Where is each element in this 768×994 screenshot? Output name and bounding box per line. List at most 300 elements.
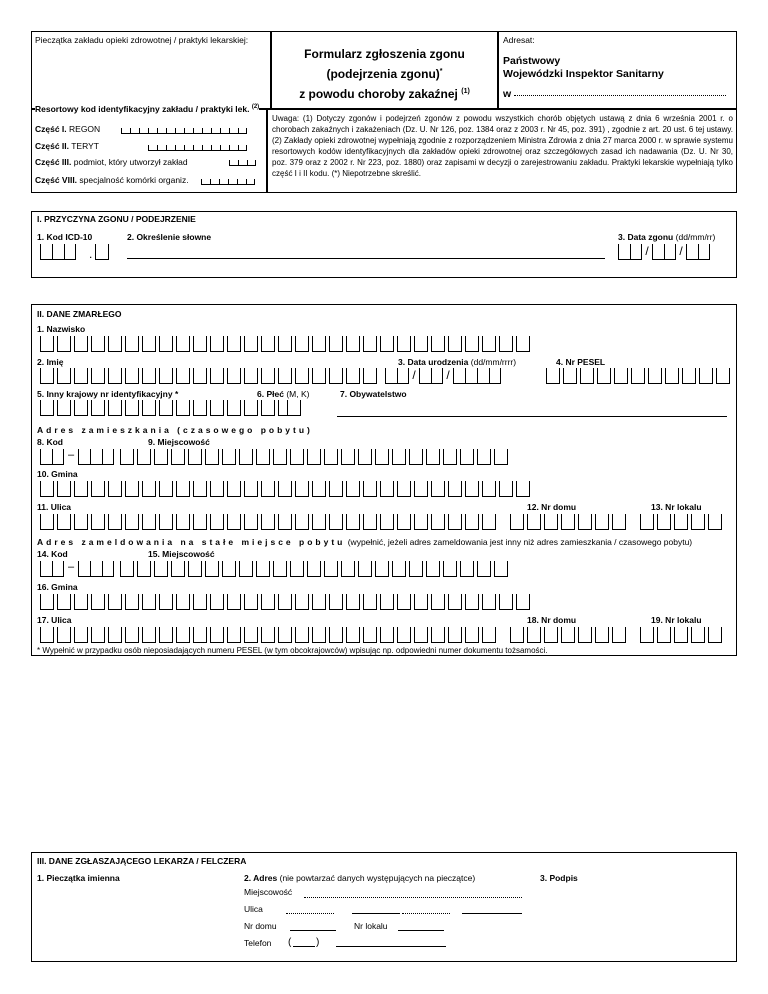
char-cell[interactable] (312, 514, 326, 530)
char-cell[interactable] (244, 481, 258, 497)
sex-label: 6. Płeć (M, K) (257, 389, 310, 399)
char-cell[interactable] (546, 368, 560, 384)
char-cell[interactable] (227, 336, 241, 352)
char-cell[interactable] (159, 627, 173, 643)
char-cell[interactable] (40, 336, 54, 352)
char-cell[interactable] (244, 594, 258, 610)
char-cell[interactable] (137, 449, 151, 465)
char-cell[interactable] (324, 561, 338, 577)
doctor-flat-line[interactable] (398, 930, 444, 931)
char-cell[interactable] (691, 514, 705, 530)
char-cell[interactable] (716, 368, 730, 384)
char-cell[interactable] (674, 627, 688, 643)
char-cell[interactable] (193, 400, 207, 416)
char-cell[interactable] (210, 400, 224, 416)
char-cell[interactable] (312, 336, 326, 352)
char-cell[interactable] (380, 514, 394, 530)
postcode14-cells[interactable]: – (40, 561, 114, 577)
doctor-house-label: Nr domu (244, 921, 277, 931)
char-cell[interactable] (648, 368, 662, 384)
specialty-field[interactable] (201, 179, 255, 185)
char-cell[interactable] (125, 400, 139, 416)
char-cell[interactable] (125, 368, 139, 384)
char-cell[interactable] (307, 561, 321, 577)
flat19-label: 19. Nr lokalu (651, 615, 702, 625)
char-cell[interactable] (239, 449, 253, 465)
char-cell[interactable] (341, 449, 355, 465)
char-cell[interactable] (510, 627, 524, 643)
char-cell[interactable] (176, 627, 190, 643)
char-cell[interactable] (159, 481, 173, 497)
char-cell[interactable] (312, 594, 326, 610)
birth-date-cells[interactable]: / / (385, 368, 501, 384)
char-cell[interactable] (448, 336, 462, 352)
char-cell[interactable] (597, 368, 611, 384)
char-cell[interactable] (57, 514, 71, 530)
doctor-street-line-b[interactable] (352, 913, 400, 914)
char-cell[interactable] (295, 336, 309, 352)
char-cell[interactable] (516, 336, 530, 352)
char-cell[interactable] (414, 481, 428, 497)
char-cell[interactable] (210, 336, 224, 352)
char-cell[interactable] (397, 514, 411, 530)
char-cell[interactable] (443, 449, 457, 465)
regon-field[interactable] (121, 128, 247, 134)
sex-cell[interactable] (287, 400, 301, 416)
doctor-street-line-c[interactable] (402, 913, 450, 914)
char-cell[interactable] (244, 400, 258, 416)
char-cell[interactable] (256, 561, 270, 577)
char-cell[interactable] (273, 561, 287, 577)
char-cell[interactable] (397, 627, 411, 643)
char-cell[interactable] (159, 368, 173, 384)
char-cell[interactable] (278, 594, 292, 610)
char-cell[interactable] (392, 561, 406, 577)
char-cell[interactable] (397, 481, 411, 497)
founder-field[interactable] (229, 160, 256, 166)
char-cell[interactable] (329, 368, 343, 384)
char-cell[interactable] (40, 594, 54, 610)
char-cell[interactable] (261, 368, 275, 384)
char-cell[interactable] (346, 627, 360, 643)
char-cell[interactable] (176, 594, 190, 610)
char-cell[interactable] (91, 336, 105, 352)
char-cell[interactable] (465, 336, 479, 352)
char-cell[interactable] (312, 368, 326, 384)
char-cell[interactable] (477, 449, 491, 465)
phone-area-line[interactable] (293, 946, 315, 947)
char-cell[interactable] (510, 514, 524, 530)
char-cell[interactable] (346, 514, 360, 530)
char-cell[interactable] (448, 514, 462, 530)
char-cell[interactable] (108, 400, 122, 416)
char-cell[interactable] (482, 627, 496, 643)
char-cell[interactable] (91, 368, 105, 384)
char-cell[interactable] (125, 481, 139, 497)
char-cell[interactable] (691, 627, 705, 643)
char-cell[interactable] (363, 481, 377, 497)
char-cell[interactable] (205, 449, 219, 465)
char-cell[interactable] (176, 336, 190, 352)
char-cell[interactable] (375, 561, 389, 577)
char-cell[interactable] (499, 594, 513, 610)
char-cell[interactable] (40, 514, 54, 530)
char-cell[interactable] (329, 594, 343, 610)
char-cell[interactable] (431, 481, 445, 497)
char-cell[interactable] (312, 481, 326, 497)
char-cell[interactable] (665, 368, 679, 384)
char-cell[interactable] (171, 561, 185, 577)
char-cell[interactable] (244, 368, 258, 384)
char-cell[interactable] (363, 514, 377, 530)
char-cell[interactable] (261, 627, 275, 643)
phone-number-line[interactable] (336, 946, 446, 947)
char-cell[interactable] (40, 481, 54, 497)
char-cell[interactable] (227, 594, 241, 610)
char-cell[interactable] (708, 627, 722, 643)
char-cell[interactable] (91, 594, 105, 610)
char-cell[interactable] (397, 336, 411, 352)
char-cell[interactable] (431, 336, 445, 352)
char-cell[interactable] (159, 594, 173, 610)
char-cell[interactable] (341, 561, 355, 577)
char-cell[interactable] (290, 449, 304, 465)
teryt-field[interactable] (148, 145, 247, 151)
char-cell[interactable] (142, 368, 156, 384)
char-cell[interactable] (227, 368, 241, 384)
char-cell[interactable] (657, 627, 671, 643)
icd-cells[interactable] (40, 244, 76, 260)
char-cell[interactable] (210, 627, 224, 643)
char-cell[interactable] (443, 561, 457, 577)
char-cell[interactable] (612, 514, 626, 530)
char-cell[interactable] (380, 627, 394, 643)
char-cell[interactable] (108, 514, 122, 530)
char-cell[interactable] (640, 514, 654, 530)
char-cell[interactable] (108, 594, 122, 610)
char-cell[interactable] (91, 627, 105, 643)
char-cell[interactable] (222, 561, 236, 577)
char-cell[interactable] (431, 627, 445, 643)
char-cell[interactable] (363, 336, 377, 352)
char-cell[interactable] (431, 594, 445, 610)
char-cell[interactable] (108, 368, 122, 384)
house12-cells[interactable] (510, 514, 626, 530)
doctor-street-line-d[interactable] (462, 913, 522, 914)
char-cell[interactable] (516, 594, 530, 610)
doctor-street-line-a[interactable] (286, 913, 334, 914)
name-cells[interactable] (40, 368, 377, 384)
char-cell[interactable] (74, 336, 88, 352)
char-cell[interactable] (273, 449, 287, 465)
char-cell[interactable] (193, 336, 207, 352)
char-cell[interactable] (363, 368, 377, 384)
char-cell[interactable] (346, 481, 360, 497)
char-cell[interactable] (261, 514, 275, 530)
char-cell[interactable] (329, 514, 343, 530)
city9-cells[interactable] (120, 449, 508, 465)
char-cell[interactable] (699, 368, 713, 384)
char-cell[interactable] (137, 561, 151, 577)
char-cell[interactable] (125, 336, 139, 352)
char-cell[interactable] (516, 481, 530, 497)
char-cell[interactable] (142, 400, 156, 416)
char-cell[interactable] (482, 336, 496, 352)
death-date-cells[interactable]: / / (618, 244, 710, 260)
char-cell[interactable] (380, 336, 394, 352)
char-cell[interactable] (57, 481, 71, 497)
char-cell[interactable] (261, 594, 275, 610)
char-cell[interactable] (176, 481, 190, 497)
char-cell[interactable] (210, 594, 224, 610)
char-cell[interactable] (563, 368, 577, 384)
citizenship-line[interactable] (337, 416, 727, 417)
street11-cells[interactable] (40, 514, 496, 530)
char-cell[interactable] (448, 627, 462, 643)
char-cell[interactable] (239, 561, 253, 577)
char-cell[interactable] (414, 514, 428, 530)
char-cell[interactable] (375, 449, 389, 465)
char-cell[interactable] (210, 368, 224, 384)
char-cell[interactable] (494, 449, 508, 465)
char-cell[interactable] (358, 561, 372, 577)
char-cell[interactable] (631, 368, 645, 384)
char-cell[interactable] (397, 594, 411, 610)
gmina16-cells[interactable] (40, 594, 530, 610)
char-cell[interactable] (74, 481, 88, 497)
char-cell[interactable] (346, 336, 360, 352)
street17-cells[interactable] (40, 627, 496, 643)
char-cell[interactable] (324, 449, 338, 465)
char-cell[interactable] (74, 368, 88, 384)
char-cell[interactable] (414, 336, 428, 352)
char-cell[interactable] (448, 594, 462, 610)
char-cell[interactable] (329, 336, 343, 352)
char-cell[interactable] (278, 481, 292, 497)
char-cell[interactable] (91, 400, 105, 416)
icd-cell-extra[interactable] (95, 244, 109, 260)
char-cell[interactable] (578, 627, 592, 643)
char-cell[interactable] (261, 400, 275, 416)
char-cell[interactable] (74, 627, 88, 643)
char-cell[interactable] (120, 449, 134, 465)
char-cell[interactable] (657, 514, 671, 530)
char-cell[interactable] (57, 400, 71, 416)
char-cell[interactable] (142, 514, 156, 530)
date-death-label: 3. Data zgonu (dd/mm/rr) (618, 232, 716, 242)
char-cell[interactable] (465, 594, 479, 610)
char-cell[interactable] (227, 627, 241, 643)
char-cell[interactable] (244, 514, 258, 530)
char-cell[interactable] (261, 336, 275, 352)
char-cell[interactable] (414, 594, 428, 610)
char-cell[interactable] (290, 561, 304, 577)
char-cell[interactable] (295, 481, 309, 497)
char-cell[interactable] (329, 481, 343, 497)
char-cell[interactable] (222, 449, 236, 465)
char-cell[interactable] (295, 368, 309, 384)
char-cell[interactable] (188, 449, 202, 465)
char-cell[interactable] (57, 594, 71, 610)
surname-cells[interactable] (40, 336, 530, 352)
house18-cells[interactable] (510, 627, 626, 643)
char-cell[interactable] (125, 627, 139, 643)
char-cell[interactable] (499, 481, 513, 497)
char-cell[interactable] (295, 594, 309, 610)
char-cell[interactable] (74, 594, 88, 610)
char-cell[interactable] (193, 481, 207, 497)
char-cell[interactable] (409, 449, 423, 465)
char-cell[interactable] (244, 336, 258, 352)
doctor-city-line[interactable] (304, 897, 522, 898)
char-cell[interactable] (57, 627, 71, 643)
char-cell[interactable] (193, 514, 207, 530)
char-cell[interactable] (544, 627, 558, 643)
char-cell[interactable] (244, 627, 258, 643)
gmina10-cells[interactable] (40, 481, 530, 497)
pesel-cells[interactable] (546, 368, 730, 384)
char-cell[interactable] (108, 336, 122, 352)
char-cell[interactable] (256, 449, 270, 465)
char-cell[interactable] (278, 514, 292, 530)
char-cell[interactable] (460, 561, 474, 577)
char-cell[interactable] (193, 627, 207, 643)
char-cell[interactable] (188, 561, 202, 577)
char-cell[interactable] (210, 514, 224, 530)
char-cell[interactable] (154, 449, 168, 465)
char-cell[interactable] (346, 368, 360, 384)
char-cell[interactable] (278, 336, 292, 352)
char-cell[interactable] (363, 627, 377, 643)
char-cell[interactable] (499, 336, 513, 352)
addressee-w: w (503, 88, 512, 100)
char-cell[interactable] (544, 514, 558, 530)
char-cell[interactable] (120, 561, 134, 577)
char-cell[interactable] (465, 514, 479, 530)
flat19-cells[interactable] (640, 627, 722, 643)
char-cell[interactable] (614, 368, 628, 384)
char-cell[interactable] (159, 514, 173, 530)
char-cell[interactable] (477, 561, 491, 577)
char-cell[interactable] (176, 400, 190, 416)
char-cell[interactable] (674, 514, 688, 530)
char-cell[interactable] (210, 481, 224, 497)
char-cell[interactable] (74, 400, 88, 416)
char-cell[interactable] (176, 368, 190, 384)
char-cell[interactable] (261, 481, 275, 497)
char-cell[interactable] (205, 561, 219, 577)
char-cell[interactable] (227, 400, 241, 416)
char-cell[interactable] (414, 627, 428, 643)
char-cell[interactable] (409, 561, 423, 577)
desc-line[interactable] (127, 258, 605, 259)
char-cell[interactable] (426, 449, 440, 465)
char-cell[interactable] (482, 514, 496, 530)
char-cell[interactable] (380, 481, 394, 497)
char-cell[interactable] (171, 449, 185, 465)
char-cell[interactable] (312, 627, 326, 643)
char-cell[interactable] (142, 336, 156, 352)
char-cell[interactable] (40, 400, 54, 416)
char-cell[interactable] (578, 514, 592, 530)
char-cell[interactable] (561, 627, 575, 643)
addressee-line[interactable] (514, 95, 726, 96)
doctor-house-line[interactable] (290, 930, 336, 931)
char-cell[interactable] (708, 514, 722, 530)
char-cell[interactable] (176, 514, 190, 530)
char-cell[interactable] (159, 400, 173, 416)
char-cell[interactable] (465, 627, 479, 643)
char-cell[interactable] (595, 514, 609, 530)
char-cell[interactable] (193, 368, 207, 384)
char-cell[interactable] (460, 449, 474, 465)
char-cell[interactable] (40, 627, 54, 643)
char-cell[interactable] (329, 627, 343, 643)
char-cell[interactable] (227, 481, 241, 497)
char-cell[interactable] (125, 594, 139, 610)
char-cell[interactable] (426, 561, 440, 577)
char-cell[interactable] (380, 594, 394, 610)
char-cell[interactable] (57, 336, 71, 352)
other-id-cells[interactable] (40, 400, 292, 416)
flat13-cells[interactable] (640, 514, 722, 530)
char-cell[interactable] (448, 481, 462, 497)
char-cell[interactable] (108, 481, 122, 497)
pesel-label: 4. Nr PESEL (556, 357, 606, 367)
char-cell[interactable] (159, 336, 173, 352)
char-cell[interactable] (74, 514, 88, 530)
char-cell[interactable] (142, 627, 156, 643)
char-cell[interactable] (392, 449, 406, 465)
char-cell[interactable] (108, 627, 122, 643)
char-cell[interactable] (142, 481, 156, 497)
char-cell[interactable] (580, 368, 594, 384)
char-cell[interactable] (40, 368, 54, 384)
char-cell[interactable] (295, 514, 309, 530)
char-cell[interactable] (482, 481, 496, 497)
char-cell[interactable] (91, 514, 105, 530)
char-cell[interactable] (482, 594, 496, 610)
char-cell[interactable] (527, 627, 541, 643)
char-cell[interactable] (358, 449, 372, 465)
char-cell[interactable] (431, 514, 445, 530)
char-cell[interactable] (595, 627, 609, 643)
char-cell[interactable] (494, 561, 508, 577)
char-cell[interactable] (527, 514, 541, 530)
char-cell[interactable] (125, 514, 139, 530)
char-cell[interactable] (278, 627, 292, 643)
char-cell[interactable] (561, 514, 575, 530)
postcode8-cells[interactable]: – (40, 449, 114, 465)
house18-label: 18. Nr domu (527, 615, 577, 625)
char-cell[interactable] (193, 594, 207, 610)
char-cell[interactable] (227, 514, 241, 530)
char-cell[interactable] (346, 594, 360, 610)
char-cell[interactable] (682, 368, 696, 384)
char-cell[interactable] (640, 627, 654, 643)
char-cell[interactable] (307, 449, 321, 465)
char-cell[interactable] (278, 368, 292, 384)
char-cell[interactable] (154, 561, 168, 577)
char-cell[interactable] (363, 594, 377, 610)
char-cell[interactable] (612, 627, 626, 643)
char-cell[interactable] (91, 481, 105, 497)
char-cell[interactable] (142, 594, 156, 610)
city15-cells[interactable] (120, 561, 508, 577)
char-cell[interactable] (465, 481, 479, 497)
char-cell[interactable] (295, 627, 309, 643)
char-cell[interactable] (57, 368, 71, 384)
